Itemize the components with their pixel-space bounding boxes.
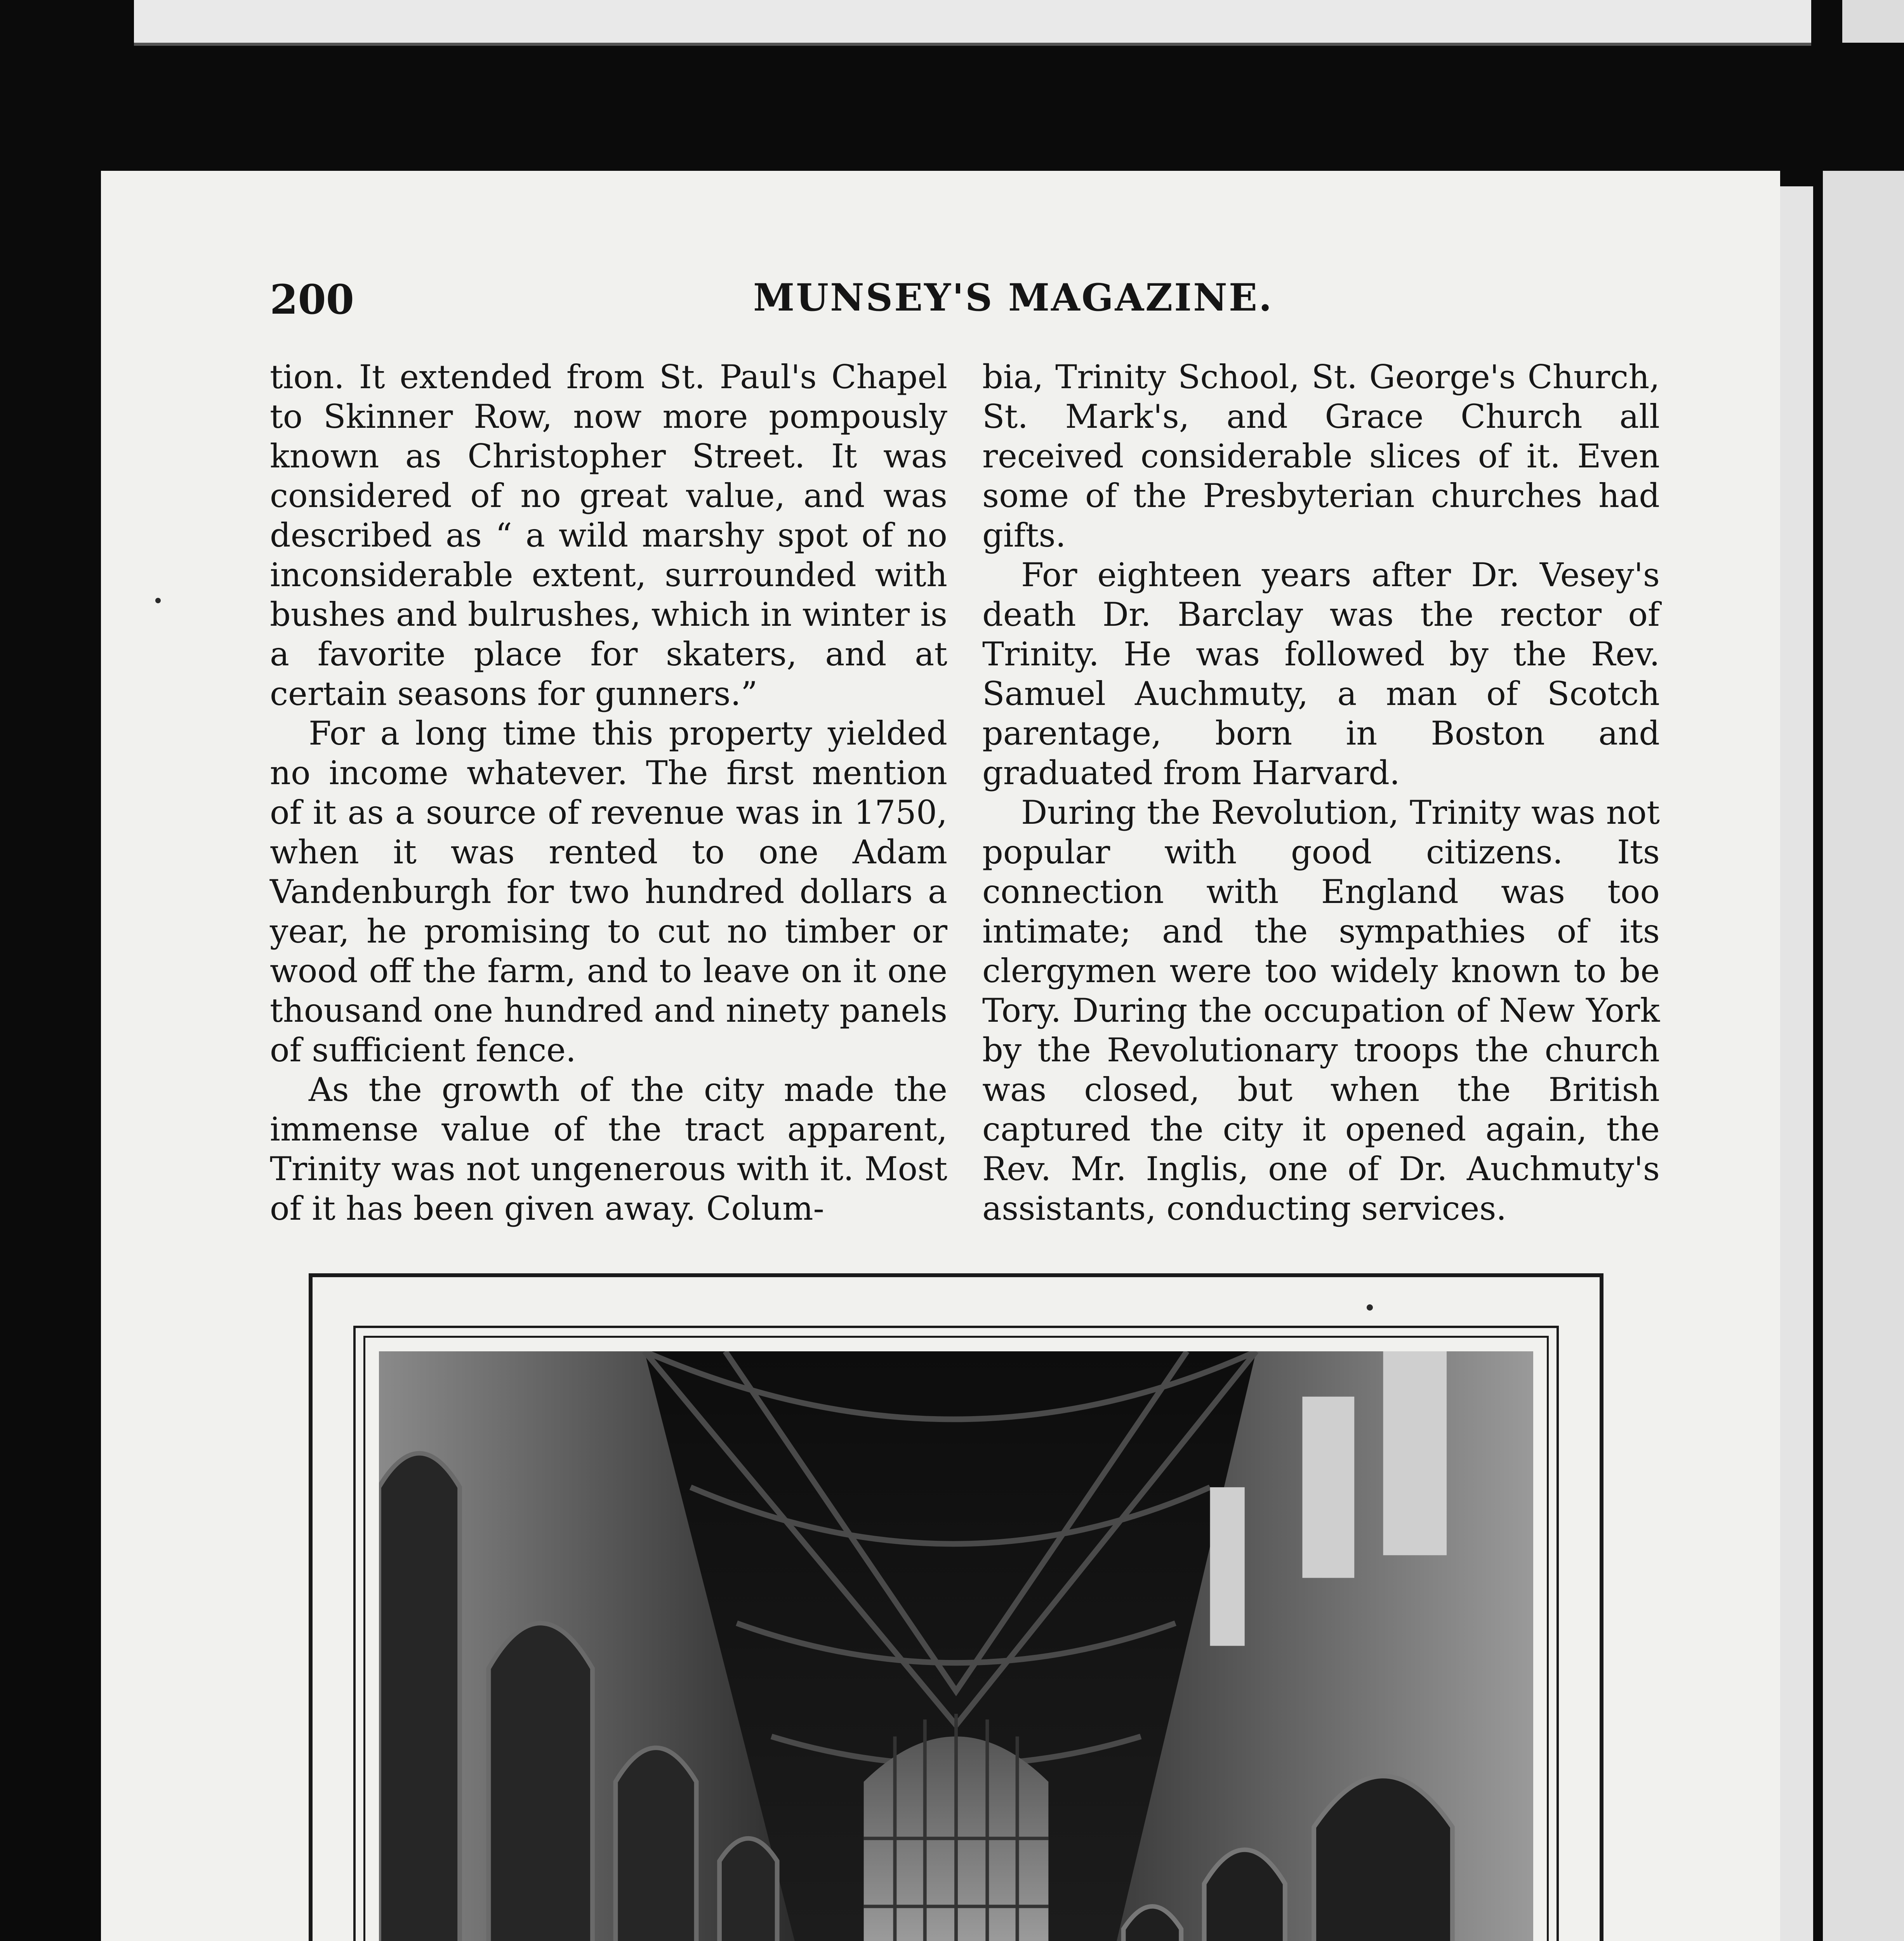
paragraph: bia, Trinity School, St. George's Church, St. Mark's, and Grace Church all received considerable slices of it. Even some of the Presbyterian churches had gifts. xyxy=(982,358,1660,554)
church-interior-drawing xyxy=(379,1351,1533,1941)
running-title: MUNSEY'S MAGAZINE. xyxy=(753,276,1273,319)
illustration-frame xyxy=(309,1273,1603,1941)
left-column xyxy=(270,357,947,1228)
magazine-page xyxy=(101,171,1780,1941)
paragraph: During the Revolution, Trinity was not popular with good citizens. Its connection with England was too intimate; and the sympathies of its clergymen were too widely known to be Tory. During the occupation of New York by the Revolutionary troops the church was closed, but when the British captured the city it opened again, the Rev. Mr. Inglis, one of Dr. Auchmuty's assistants, conducting services. xyxy=(982,793,1660,1227)
previous-page-edge xyxy=(134,0,1811,46)
print-speck xyxy=(155,598,161,603)
paragraph: tion. It extended from St. Paul's Chapel to Skinner Row, now more pompously known as Christopher Street. It was considered of no great value, and was described as “ a wild marshy spot of no inconsiderable extent, surrounded with bushes and bulrushes, which in winter is a favorite place for skaters, and at certain seasons for gunners.” xyxy=(270,358,947,713)
facing-page-edge xyxy=(1823,171,1904,1941)
right-column xyxy=(982,357,1660,1228)
paragraph: As the growth of the city made the immense value of the tract apparent, Trinity was not ungenerous with it. Most of it has been given away. Colum- xyxy=(270,1071,947,1227)
previous-page-edge-right xyxy=(1842,0,1904,43)
page-number: 200 xyxy=(270,276,354,323)
paragraph: For eighteen years after Dr. Vesey's death Dr. Barclay was the rector of Trinity. He was followed by the Rev. Samuel Auchmuty, a man of Scotch parentage, born in Boston and graduated from Harvard. xyxy=(982,556,1660,792)
church-interior-photo xyxy=(379,1351,1533,1941)
page-fold-shadow xyxy=(1780,186,1813,1941)
illustration-inner-border xyxy=(363,1336,1549,1941)
paragraph: For a long time this property yielded no income whatever. The first mention of it as a source of revenue was in 1750, when it was rented to one Adam Vandenburgh for two hundred dollars a year, he promising to cut no timber or wood off the farm, and to leave on it one thousand one hundred and ninety panels of sufficient fence. xyxy=(270,714,947,1069)
print-speck xyxy=(1367,1304,1373,1311)
illustration-border xyxy=(353,1326,1559,1941)
